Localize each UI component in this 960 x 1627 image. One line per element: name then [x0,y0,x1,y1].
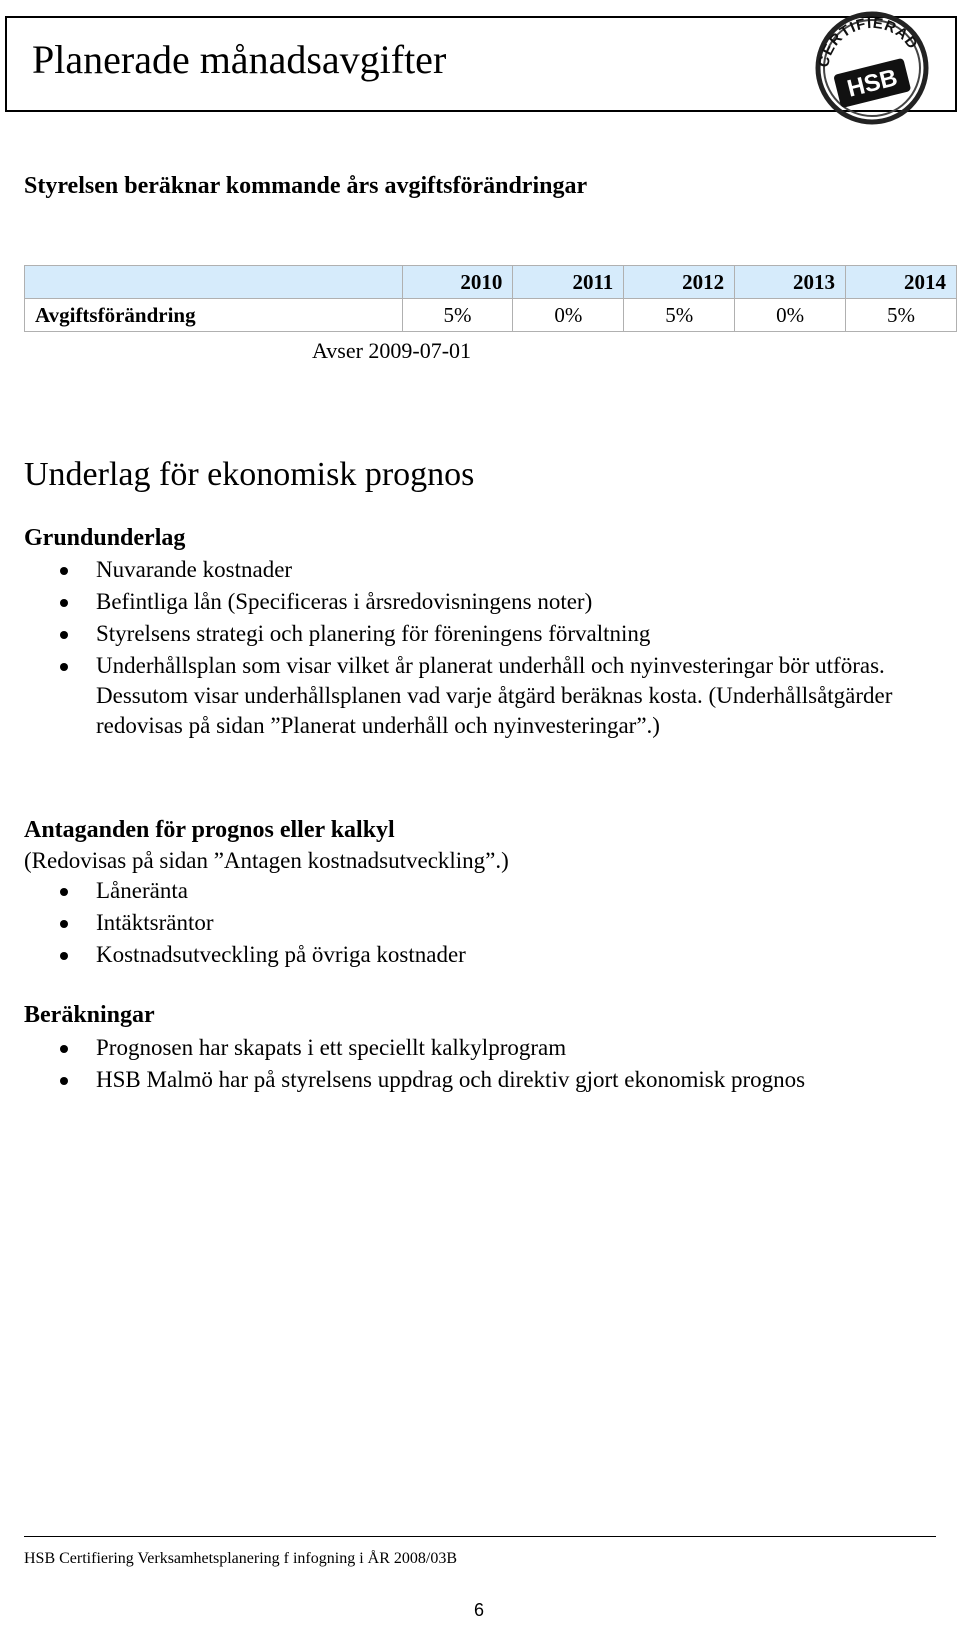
value-2014: 5% [846,299,957,332]
page-number: 6 [474,1600,485,1620]
list-item: Underhållsplan som visar vilket år planerat underhåll och nyinvesteringar bör utföras. Dessutom visar underhållsplanen vad varje åtgärd beräknas kosta. (Underhållsåtgärder redovisas på sidan ”Planerat underhåll och nyinvesteringar”.) [0,651,916,741]
list-item: Prognosen har skapats i ett speciellt kalkylprogram [0,1033,916,1063]
footer-divider [24,1536,936,1537]
list-item: Kostnadsutveckling på övriga kostnader [0,940,916,970]
list-item: Intäktsräntor [0,908,916,938]
antaganden-intro: (Redovisas på sidan ”Antagen kostnadsutveckling”.) [24,848,509,873]
grundunderlag-heading: Grundunderlag [24,525,186,551]
fee-note: Avser 2009-07-01 [312,338,472,363]
footer-text: HSB Certifiering Verksamhetsplanering f infogning i ÅR 2008/03B [24,1550,457,1567]
year-2010: 2010 [402,266,513,299]
fee-table-header-row [25,266,957,299]
year-2011: 2011 [513,266,624,299]
fee-table-corner [25,266,403,299]
berakningar-heading: Beräkningar [24,1002,155,1028]
row-label-avgiftsforandring: Avgiftsförändring [25,299,403,332]
list-item: HSB Malmö har på styrelsens uppdrag och direktiv gjort ekonomisk prognos [0,1065,916,1095]
antaganden-list [0,876,916,972]
fee-heading: Styrelsen beräknar kommande års avgiftsförändringar [24,173,588,199]
seal-center-text: HSB [844,64,901,103]
table-row [25,299,957,332]
value-2010: 5% [402,299,513,332]
grundunderlag-list [0,555,916,743]
list-item: Befintliga lån (Specificeras i årsredovisningens noter) [0,587,916,617]
year-2013: 2013 [735,266,846,299]
fee-table [24,265,957,332]
seal-arc-text: CERTIFIERAD [815,14,922,69]
antaganden-heading: Antaganden för prognos eller kalkyl [24,817,395,843]
berakningar-list [0,1033,916,1097]
value-2011: 0% [513,299,624,332]
prognosis-title: Underlag för ekonomisk prognos [24,456,475,493]
page-title: Planerade månadsavgifter [32,37,447,82]
value-2013: 0% [735,299,846,332]
year-2012: 2012 [624,266,735,299]
hsb-certifierad-seal-icon [800,2,940,130]
list-item: Nuvarande kostnader [0,555,916,585]
value-2012: 5% [624,299,735,332]
list-item: Styrelsens strategi och planering för föreningens förvaltning [0,619,916,649]
year-2014: 2014 [846,266,957,299]
list-item: Låneränta [0,876,916,906]
